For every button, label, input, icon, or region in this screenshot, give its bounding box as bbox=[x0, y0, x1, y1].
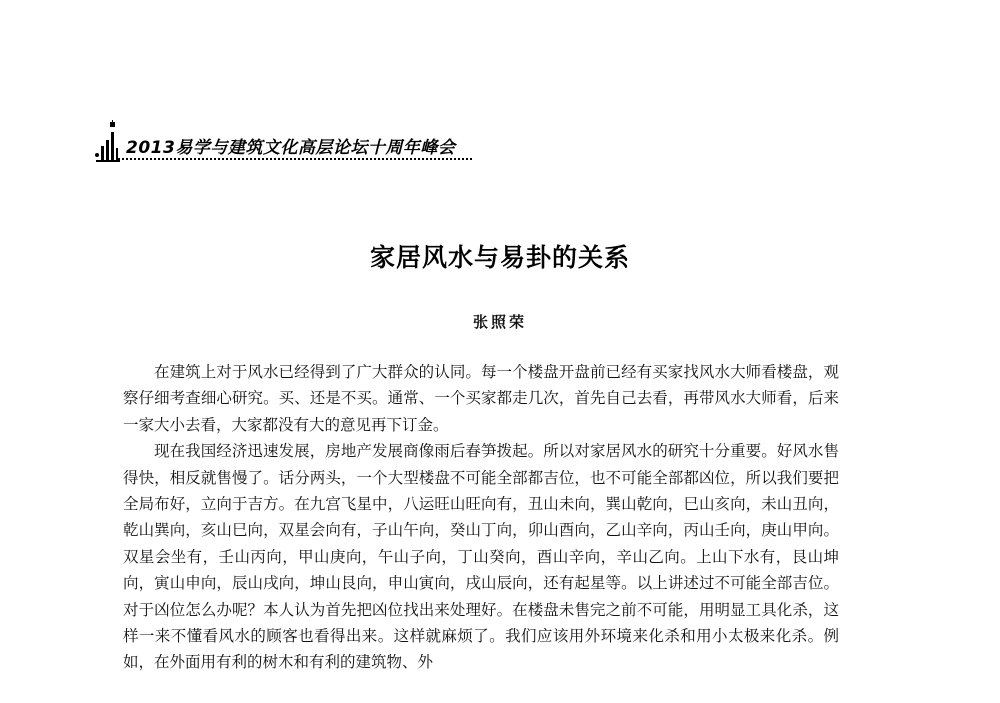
article-title: 家居风水与易卦的关系 bbox=[369, 243, 630, 272]
header-divider bbox=[118, 158, 472, 160]
paragraph: 现在我国经济迅速发展，房地产发展商像雨后春笋拨起。所以对家居风水的研究十分重要。好风水售得快，相反就售慢了。话分两头，一个大型楼盘不可能全部都吉位，也不可能全部都凶位，所以我们要把全局布好，立向于吉方。在九宫飞星中，八运旺山旺向有，丑山未向，巽山乾向，巳山亥向，未山丑向，乾山巽向，亥山巳向，双星会向有，子山午向，癸山丁向，卯山酉向，乙山辛向，丙山壬向，庚山甲向。双星会坐有，壬山丙向，甲山庚向，午山子向，丁山癸向，酉山辛向，辛山乙向。上山下水有，艮山坤向，寅山申向，辰山戌向，坤山艮向，申山寅向，戌山辰向，还有起星等。以上讲述过不可能全部吉位。对于凶位怎么办呢？本人认为首先把凶位找出来处理好。在楼盘未售完之前不可能，用明显工具化杀，这样一来不懂看风水的顾客也看得出来。这样就麻烦了。我们应该用外环境来化杀和用小太极来化杀。例如，在外面用有利的树木和有利的建筑物、外 bbox=[123, 442, 839, 672]
paragraph: 在建筑上对于风水已经得到了广大群众的认同。每一个楼盘开盘前已经有买家找风水大师看楼盘，观察仔细考查细心研究。买、还是不买。通常、一个买家都走几次，首先自己去看，再带风水大师看，后来一家大小去看，大家都没有大的意见再下订金。 bbox=[123, 363, 839, 434]
article-body bbox=[123, 359, 839, 676]
series-title: 2013易学与建筑文化高层论坛十周年峰会 bbox=[126, 138, 456, 158]
page-header bbox=[92, 118, 482, 168]
article-author: 张照荣 bbox=[472, 313, 527, 331]
